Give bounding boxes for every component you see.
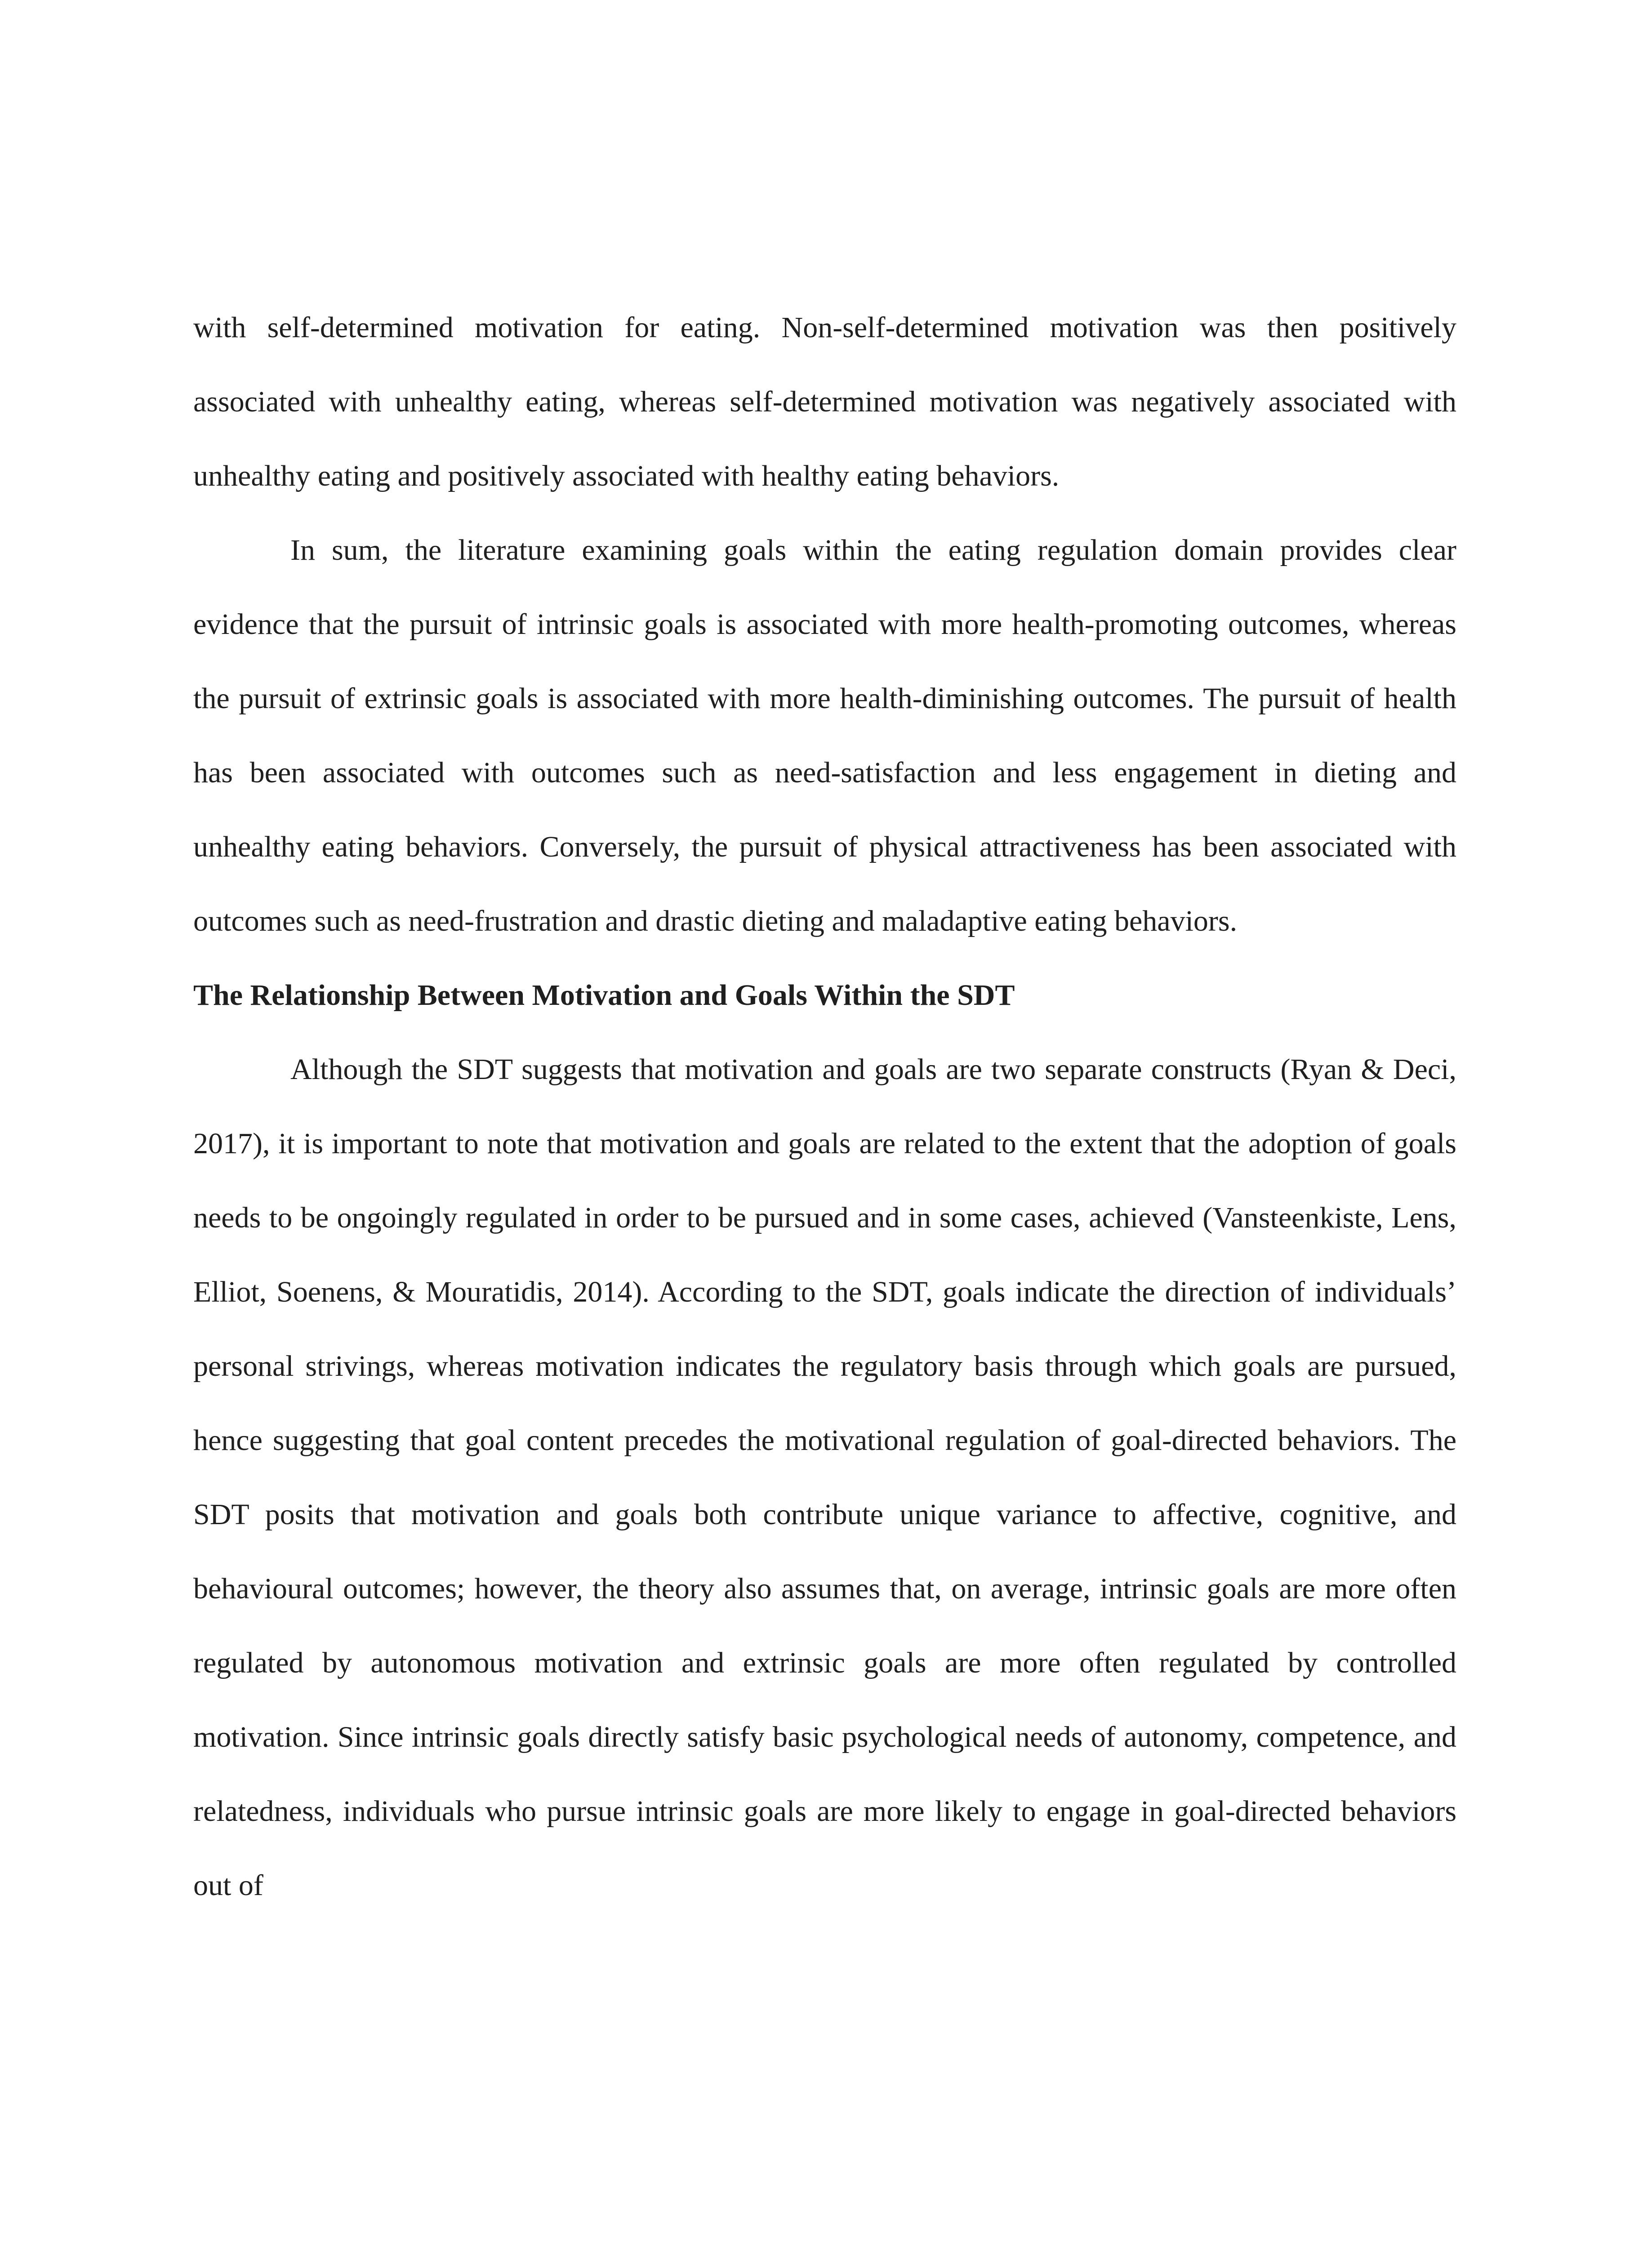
paragraph-summary: In sum, the literature examining goals within the eating regulation domain provides clear evidence that the pursuit of intrinsic goals is associated with more health-promoting outcomes, whereas the pursuit of extrinsic goals is associated with more health-diminishing outcomes. The pursuit of health has been associated with outcomes such as need-satisfaction and less engagement in dieting and unhealthy eating behaviors. Conversely, the pursuit of physical attractiveness has been associated with outcomes such as need-frustration and drastic dieting and maladaptive eating behaviors. (193, 534, 1456, 937)
paragraph-continuation: with self-determined motivation for eating. Non-self-determined motivation was then positively associated with unhealthy eating, whereas self-determined motivation was negatively associated with unhealthy eating and positively associated with healthy eating behaviors. (193, 311, 1456, 492)
body-text (193, 290, 1456, 1922)
section-heading: The Relationship Between Motivation and Goals Within the SDT (193, 979, 1015, 1012)
paragraph-section-body: Although the SDT suggests that motivation and goals are two separate constructs (Ryan & Deci, 2017), it is important to note that motivation and goals are related to the extent that the adoption of goals needs to be ongoingly regulated in order to be pursued and in some cases, achieved (Vansteenkiste, Lens, Elliot, Soenens, & Mouratidis, 2014). According to the SDT, goals indicate the direction of individuals’ personal strivings, whereas motivation indicates the regulatory basis through which goals are pursued, hence suggesting that goal content precedes the motivational regulation of goal-directed behaviors. The SDT posits that motivation and goals both contribute unique variance to affective, cognitive, and behavioural outcomes; however, the theory also assumes that, on average, intrinsic goals are more often regulated by autonomous motivation and extrinsic goals are more often regulated by controlled motivation. Since intrinsic goals directly satisfy basic psychological needs of autonomy, competence, and relatedness, individuals who pursue intrinsic goals are more likely to engage in goal-directed behaviors out of (193, 1053, 1456, 1902)
